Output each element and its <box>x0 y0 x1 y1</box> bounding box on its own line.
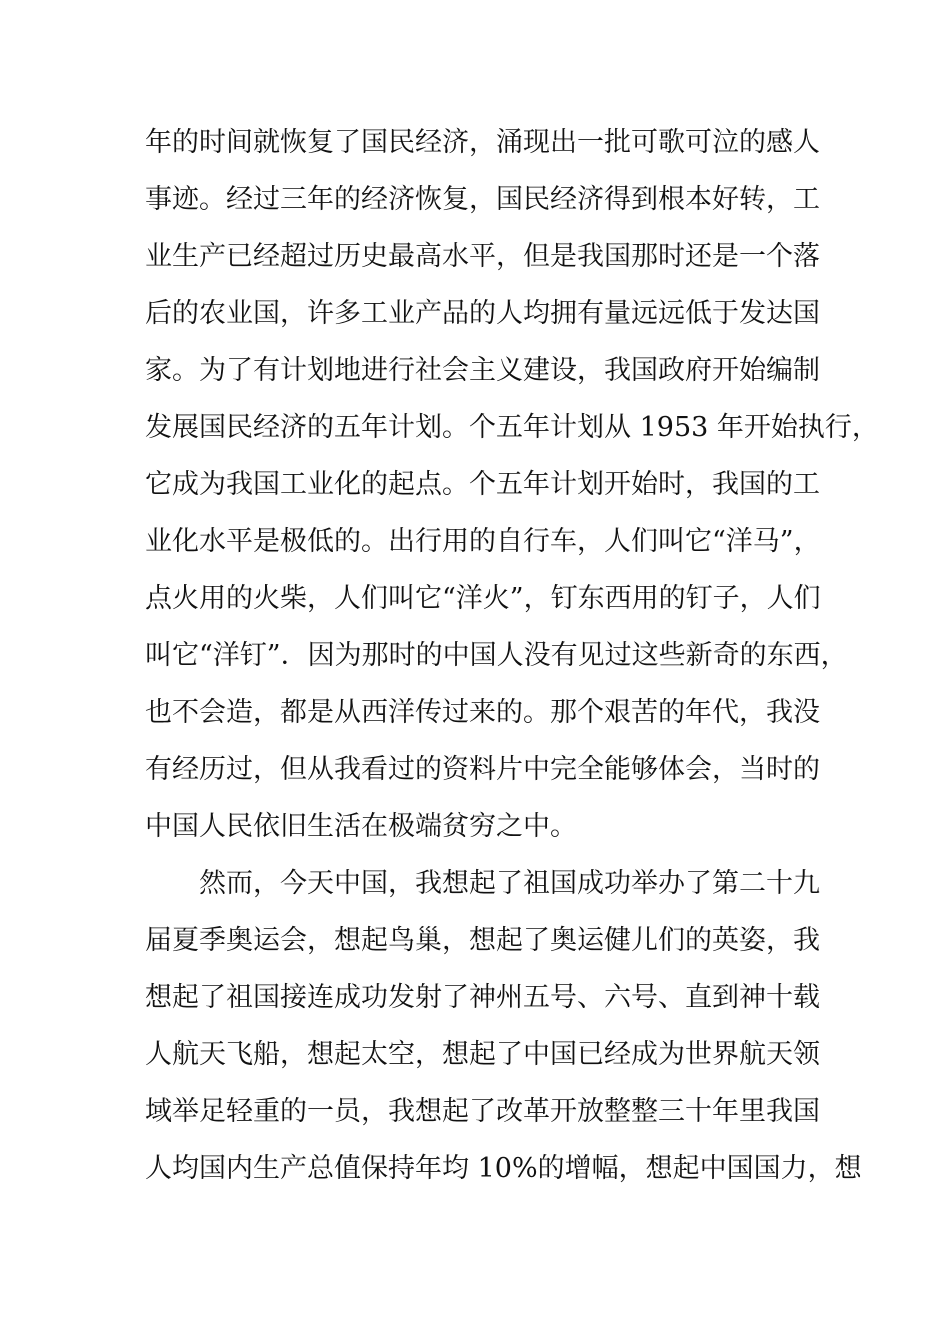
paragraph-line: 人均国内生产总值保持年均 10%的增幅，想起中国国力，想 <box>145 1153 862 1184</box>
paragraph-line: 后的农业国，许多工业产品的人均拥有量远远低于发达国 <box>145 298 820 329</box>
paragraph-line: 事迹。经过三年的经济恢复，国民经济得到根本好转，工 <box>145 184 820 215</box>
paragraph-line: 年的时间就恢复了国民经济，涌现出一批可歌可泣的感人 <box>145 127 820 158</box>
paragraph-line: 业化水平是极低的。出行用的自行车，人们叫它“洋马”， <box>145 526 821 557</box>
paragraph-line: 业生产已经超过历史最高水平，但是我国那时还是一个落 <box>145 241 820 272</box>
paragraph-line: 中国人民依旧生活在极端贫穷之中。 <box>145 811 577 842</box>
paragraph-line: 想起了祖国接连成功发射了神州五号、六号、直到神十载 <box>145 982 820 1013</box>
paragraph-line: 域举足轻重的一员，我想起了改革开放整整三十年里我国 <box>145 1096 820 1127</box>
paragraph-line: 家。为了有计划地进行社会主义建设，我国政府开始编制 <box>145 355 820 386</box>
paragraph-line: 点火用的火柴，人们叫它“洋火”，钉东西用的钉子，人们 <box>145 583 821 614</box>
paragraph-line: 叫它“洋钉”．因为那时的中国人没有见过这些新奇的东西， <box>145 640 848 671</box>
paragraph-line: 发展国民经济的五年计划。个五年计划从 1953 年开始执行， <box>145 412 879 443</box>
paragraph-line: 它成为我国工业化的起点。个五年计划开始时，我国的工 <box>145 469 820 500</box>
paragraph-line-indented: 然而，今天中国，我想起了祖国成功举办了第二十九 <box>199 868 820 899</box>
paragraph-line: 人航天飞船，想起太空，想起了中国已经成为世界航天领 <box>145 1039 820 1070</box>
paragraph-line: 有经历过，但从我看过的资料片中完全能够体会，当时的 <box>145 754 820 785</box>
paragraph-line: 届夏季奥运会，想起鸟巢，想起了奥运健儿们的英姿，我 <box>145 925 820 956</box>
paragraph-line: 也不会造，都是从西洋传过来的。那个艰苦的年代，我没 <box>145 697 820 728</box>
